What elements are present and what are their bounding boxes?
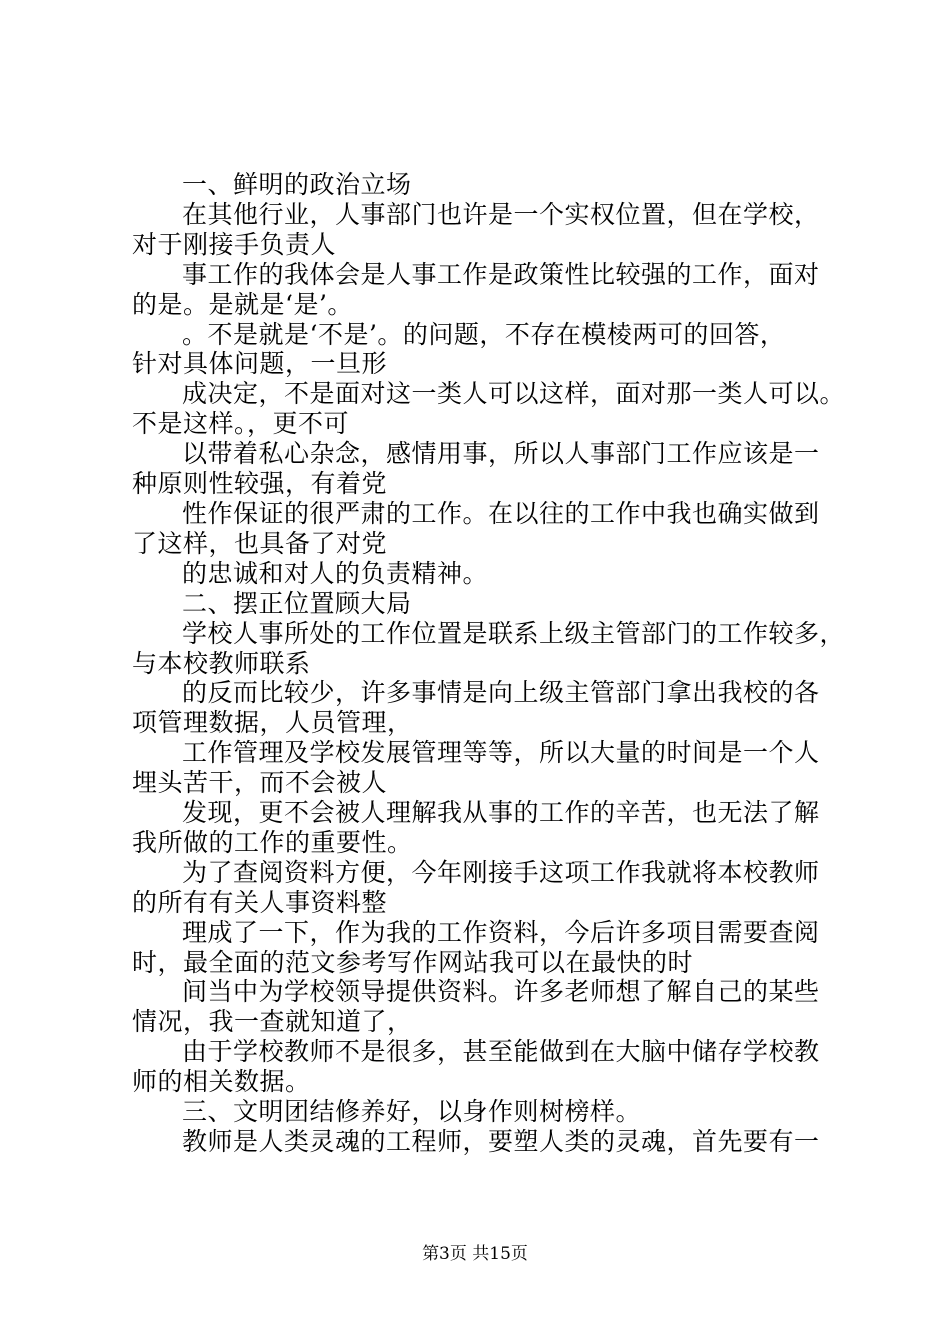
text-line: 发现，更不会被人理解我从事的工作的辛苦，也无法了解 [182,798,820,828]
text-line: 事工作的我体会是人事工作是政策性比较强的工作，面对 [182,259,820,289]
text-line: 二、摆正位置顾大局 [182,588,412,618]
text-line: 情况，我一查就知道了， [132,1007,413,1037]
text-line: 与本校教师联系 [132,648,311,678]
text-line: 。不是就是‘不是’。的问题，不存在模棱两可的回答， [182,319,786,349]
text-line: 理成了一下，作为我的工作资料，今后许多项目需要查阅 [182,917,820,947]
text-line: 以带着私心杂念，感情用事，所以人事部门工作应该是一 [182,439,820,469]
text-line: 埋头苦干，而不会被人 [132,768,388,798]
page-footer: 第3页 共15页 [422,1244,528,1264]
text-line: 成决定，不是面对这一类人可以这样，面对那一类人可以。 [182,379,846,409]
text-line: 由于学校教师不是很多，甚至能做到在大脑中储存学校教 [182,1037,820,1067]
text-line: 的所有有关人事资料整 [132,887,388,917]
text-line: 对于刚接手负责人 [132,229,337,259]
text-line: 工作管理及学校发展管理等等，所以大量的时间是一个人 [182,738,820,768]
text-line: 的反而比较少，许多事情是向上级主管部门拿出我校的各 [182,678,820,708]
text-line: 在其他行业，人事部门也许是一个实权位置，但在学校， [182,199,820,229]
text-line: 的是。是就是‘是’。 [132,289,353,319]
text-line: 教师是人类灵魂的工程师，要塑人类的灵魂，首先要有一 [182,1127,820,1156]
text-line: 性作保证的很严肃的工作。在以往的工作中我也确实做到 [182,498,820,528]
text-line: 间当中为学校领导提供资料。许多老师想了解自己的某些 [182,977,820,1007]
text-line: 的忠诚和对人的负责精神。 [182,558,489,588]
text-line: 我所做的工作的重要性。 [132,827,413,857]
text-line: 项管理数据，人员管理， [132,708,413,738]
text-line: 针对具体问题，一旦形 [132,349,388,379]
text-line: 学校人事所处的工作位置是联系上级主管部门的工作较多， [182,618,846,648]
text-line: 师的相关数据。 [132,1067,311,1097]
text-line: 一、鲜明的政治立场 [182,170,412,199]
text-line: 种原则性较强，有着党 [132,469,388,499]
text-line: 不是这样。，更不可 [132,409,350,439]
text-line: 时，最全面的范文参考写作网站我可以在最快的时 [132,947,694,977]
text-line: 三、文明团结修养好，以身作则树榜样。 [182,1097,642,1127]
text-line: 了这样，也具备了对党 [132,528,388,558]
text-line: 为了查阅资料方便，今年刚接手这项工作我就将本校教师 [182,857,820,887]
document-body [132,170,846,1157]
